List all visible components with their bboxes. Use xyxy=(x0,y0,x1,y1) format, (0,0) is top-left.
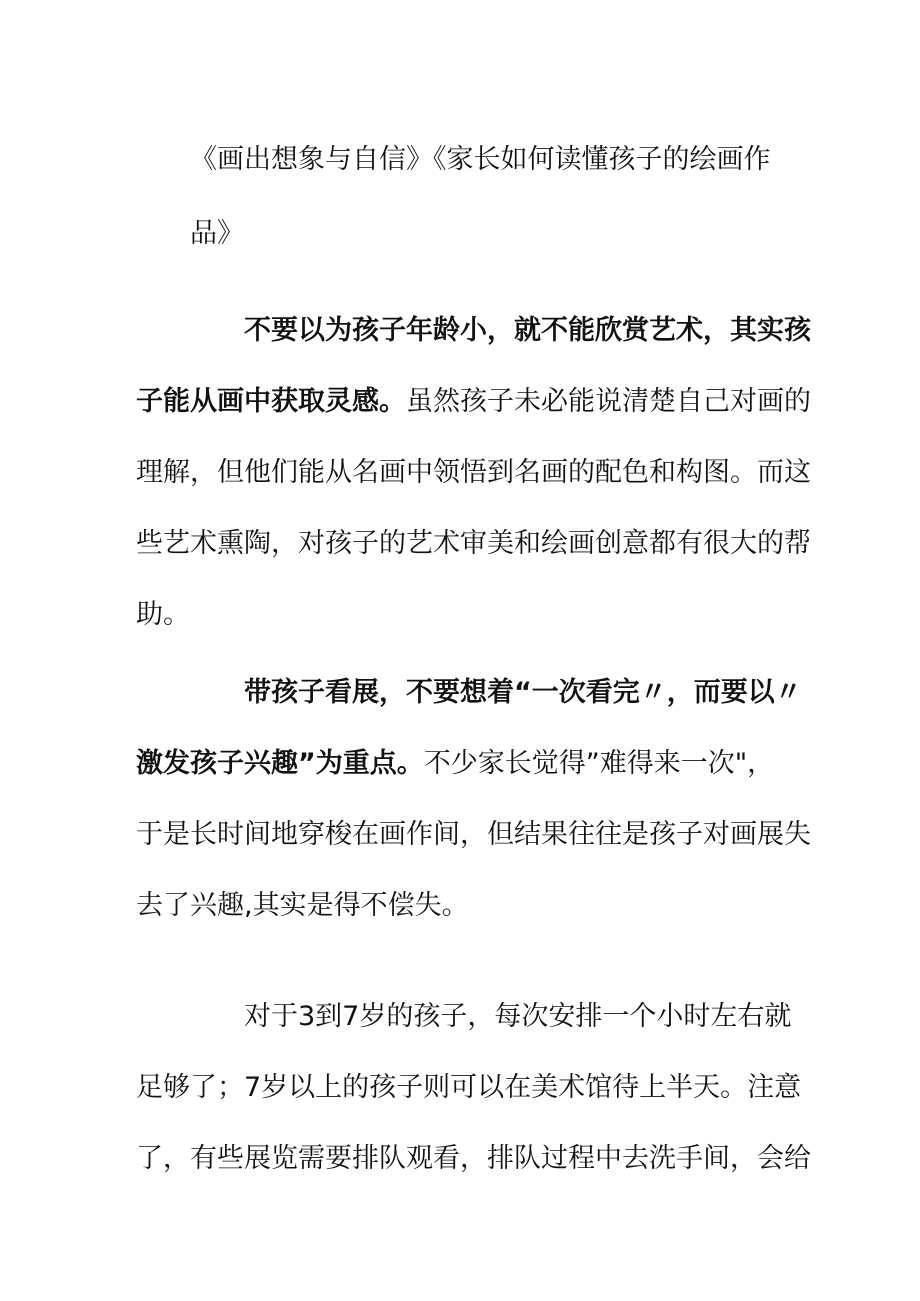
paragraph-2-line-2 xyxy=(136,744,774,784)
paragraph-1-line-3: 理解，但他们能从名画中领悟到名画的配色和构图。而这 xyxy=(136,457,811,488)
paragraph-2-emphasis: 激发孩子兴趣”为重点。 xyxy=(136,748,424,779)
paragraph-1-emphasis: 子能从画中获取灵感。 xyxy=(136,386,406,417)
paragraph-2-line-3: 于是长时间地穿梭在画作间，但结果往往是孩子对画展失 xyxy=(136,819,811,850)
paragraph-2-line-2-text: 不少家长觉得”难得来一次"， xyxy=(423,748,775,779)
paragraph-3-line-3: 了，有些展览需要排队观看，排队过程中去洗手间，会给 xyxy=(136,1143,811,1174)
paragraph-1-line-2 xyxy=(136,382,811,422)
paragraph-2-line-1: 带孩子看展，不要想着“一次看完〃，而要以〃 xyxy=(244,677,802,708)
paragraph-3-line-2: 足够了；7岁以上的孩子则可以在美术馆待上半天。注意 xyxy=(136,1072,802,1103)
paragraph-1-line-1: 不要以为孩子年龄小，就不能欣赏艺术，其实孩 xyxy=(244,315,811,346)
title-line-2: 品》 xyxy=(190,218,244,249)
paragraph-2-line-4: 去了兴趣,其实是得不偿失。 xyxy=(136,890,469,921)
paragraph-1-line-5: 助。 xyxy=(136,599,190,630)
paragraph-1-line-4: 些艺术熏陶，对孩子的艺术审美和绘画创意都有很大的帮 xyxy=(136,528,811,559)
paragraph-3-line-1: 对于3到7岁的孩子，每次安排一个小时左右就 xyxy=(244,1001,792,1032)
title-line-1: 《画出想象与自信》《家长如何读懂孩子的绘画作 xyxy=(190,144,771,175)
paragraph-1-line-2-text: 虽然孩子未必能说清楚自己对画的 xyxy=(406,386,811,417)
